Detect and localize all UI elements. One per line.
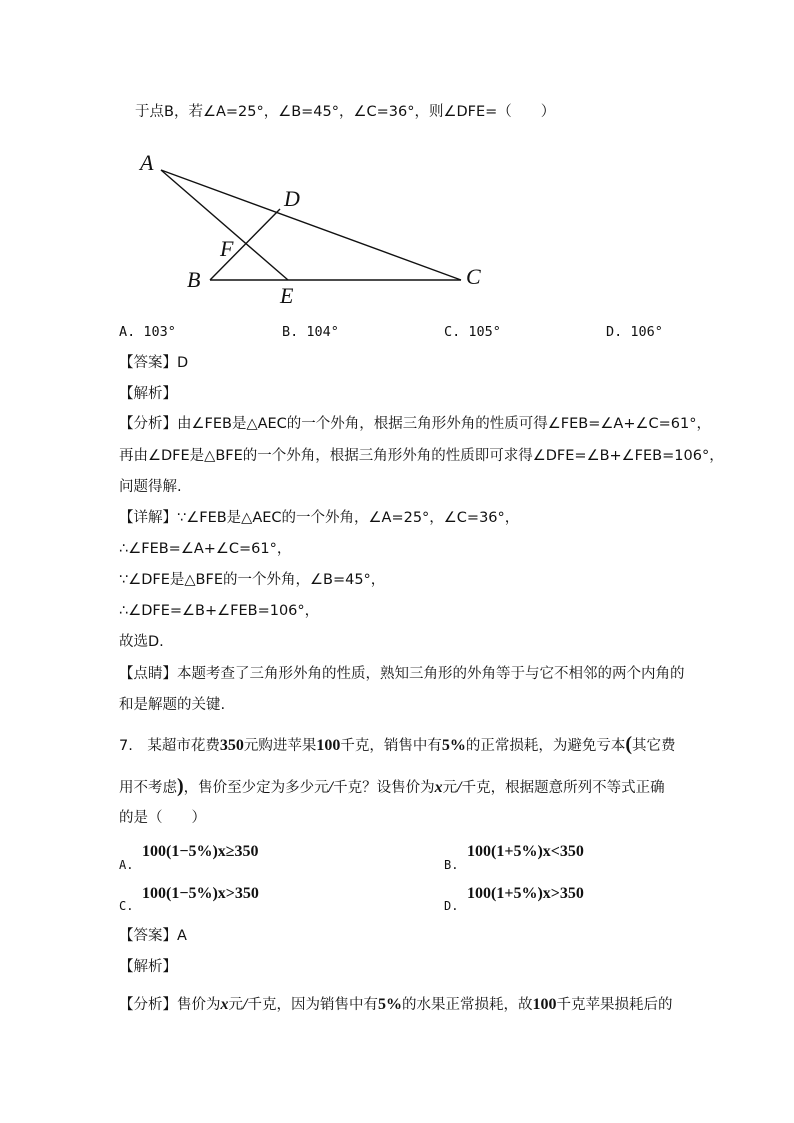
label-A: A (140, 150, 154, 175)
q6-analysis-line-1: 【分析】由∠FEB是△AEC的一个外角，根据三角形外角的性质可得∠FEB=∠A+∠C=61°， (119, 416, 711, 432)
q7-an-var-x: x (220, 996, 229, 1013)
q7-stem-1d: 的正常损耗，为避免亏本 (465, 738, 626, 754)
q7-an-c: 千克，因为销售中有 (247, 997, 378, 1013)
q7-slash-2: / (457, 779, 462, 796)
q7-num-350: 350 (219, 737, 244, 754)
q7-slash-1: / (328, 779, 334, 796)
q7-var-x: x (434, 779, 443, 796)
q6-stem: 于点B，若∠A=25°，∠B=45°，∠C=36°，则∠DFE=（ ） (135, 104, 556, 120)
q7-option-d-math: 100(1+5%)x>350 (467, 885, 584, 902)
q7-stem-2a: 用不考虑 (119, 780, 177, 796)
label-E: E (280, 283, 294, 308)
segment-AE (161, 170, 288, 280)
q7-an-e: 千克苹果损耗后的 (556, 997, 673, 1013)
q7-an-percent-5: 5% (377, 996, 402, 1013)
q6-detail-line-3: ∵∠DFE是△BFE的一个外角，∠B=45°， (119, 572, 386, 588)
q7-stem-2b: ，售价至少定为多少元 (183, 780, 329, 796)
q7-an-b: 元 (228, 997, 243, 1013)
q7-stem-2d: 元 (442, 780, 458, 796)
q7-option-a-math: 100(1−5%)x≥350 (142, 843, 259, 860)
q6-option-d: D. 106° (606, 324, 663, 340)
label-B: B (187, 267, 201, 292)
q7-stem-line-3: 的是（ ） (119, 810, 206, 826)
q6-option-b: B. 104° (282, 324, 339, 340)
q7-stem-1c: 千克，销售中有 (340, 738, 442, 754)
q6-comment-line-2: 和是解题的关键. (119, 697, 226, 713)
q6-detail-line-2: ∴∠FEB=∠A+∠C=61°， (119, 541, 292, 557)
label-D: D (284, 186, 300, 211)
q7-an-slash: / (243, 996, 248, 1013)
label-F: F (220, 236, 234, 261)
q7-stem-1b: 元购进苹果 (243, 738, 317, 754)
q6-detail-line-4: ∴∠DFE=∠B+∠FEB=106°， (119, 603, 320, 619)
q6-analysis-line-3: 问题得解. (119, 479, 182, 495)
q6-option-c: C. 105° (444, 324, 501, 340)
label-C: C (466, 264, 481, 289)
q7-an-num-100: 100 (532, 996, 557, 1013)
q6-analysis-head: 【解析】 (119, 386, 177, 402)
q6-detail-line-1: 【详解】∵∠FEB是△AEC的一个外角，∠A=25°，∠C=36°， (119, 510, 520, 526)
q7-paren-close: ) (177, 775, 184, 797)
q6-detail-line-5: 故选D. (119, 634, 164, 650)
q6-analysis-line-2: 再由∠DFE是△BFE的一个外角，根据三角形外角的性质即可求得∠DFE=∠B+∠FEB=106°， (119, 448, 724, 464)
q7-analysis-line-1 (119, 995, 672, 1015)
q7-option-b-label: B. (444, 858, 459, 872)
q6-comment-line-1: 【点睛】本题考查了三角形外角的性质，熟知三角形的外角等于与它不相邻的两个内角的 (119, 666, 685, 682)
q7-stem-1e: 其它费 (632, 738, 676, 754)
q7-an-d: 的水果正常损耗，故 (401, 997, 533, 1013)
q7-answer: 【答案】A (119, 928, 187, 944)
q7-option-c-math: 100(1−5%)x>350 (142, 885, 259, 902)
q7-percent-5: 5% (441, 737, 466, 754)
q7-option-d-label: D. (444, 899, 459, 913)
q7-option-c-label: C. (119, 899, 134, 913)
q7-stem-line-2 (119, 776, 665, 798)
q7-stem-2c: 千克？设售价为 (333, 780, 435, 796)
q7-stem-2e: 千克，根据题意所列不等式正确 (461, 780, 665, 796)
q6-answer: 【答案】D (119, 355, 189, 371)
q6-option-a: A. 103° (119, 324, 176, 340)
q7-paren-open: ( (625, 733, 633, 755)
segment-AC (161, 170, 461, 280)
q7-stem-1a: 7. 某超市花费 (119, 738, 220, 754)
q7-option-a-label: A. (119, 858, 134, 872)
q7-an-a: 【分析】售价为 (119, 997, 221, 1013)
q7-stem-line-1 (119, 734, 676, 756)
q7-analysis-head: 【解析】 (119, 959, 177, 975)
q7-num-100: 100 (316, 737, 341, 754)
q7-option-b-math: 100(1+5%)x<350 (467, 843, 584, 860)
